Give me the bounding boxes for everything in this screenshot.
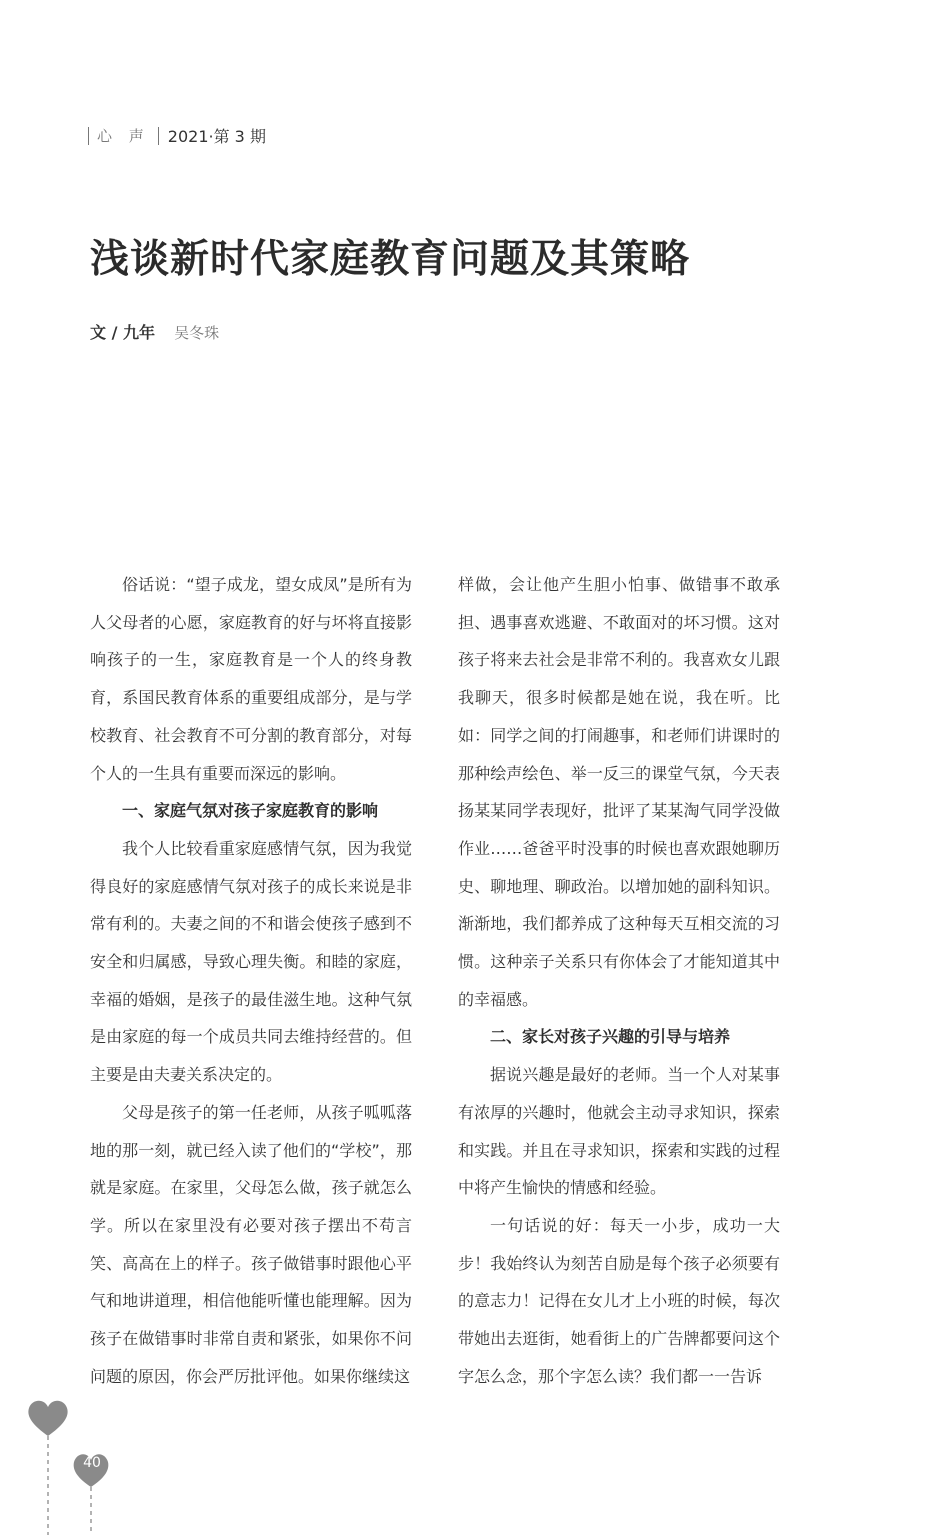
large-heart-icon	[28, 1401, 67, 1436]
section-heading: 二、家长对孩子兴趣的引导与培养	[490, 1027, 731, 1047]
paragraph: 父母是孩子的第一任老师，从孩子呱呱落地的那一刻，就已经入读了他们的“学校”，那就是家庭。在家里，父母怎么做，孩子就怎么学。所以在家里没有必要对孩子摆出不苟言笑、高高在上的样子。孩子做错事时跟他心平气和地讲道理，相信他能听懂也能理解。因为孩子在做错事时非常自责和紧张，如果你不问问题的原因，你会严厉批评他。如果你继续这	[90, 1102, 412, 1386]
author-name: 吴冬珠	[174, 324, 220, 342]
column-name: 心 声	[97, 127, 150, 145]
paragraph: 我个人比较看重家庭感情气氛，因为我觉得良好的家庭感情气氛对孩子的成长来说是非常有利的。夫妻之间的不和谐会使孩子感到不安全和归属感，导致心理失衡。和睦的家庭，幸福的婚姻，是孩子的最佳滋生地。这种气氛是由家庭的每一个成员共同去维持经营的。但主要是由夫妻关系决定的。	[90, 838, 412, 1085]
byline	[90, 320, 219, 343]
left-column	[90, 566, 412, 1395]
right-column	[458, 566, 780, 1395]
paragraph: 俗话说：“望子成龙，望女成凤”是所有为人父母者的心愿，家庭教育的好与坏将直接影响孩子的一生，家庭教育是一个人的终身教育，系国民教育体系的重要组成部分，是与学校教育、社会教育不可分割的教育部分，对每个人的一生具有重要而深远的影响。	[90, 575, 412, 783]
paragraph: 据说兴趣是最好的老师。当一个人对某事有浓厚的兴趣时，他就会主动寻求知识，探索和实践。并且在寻求知识，探索和实践的过程中将产生愉快的情感和经验。	[458, 1065, 780, 1198]
article-title: 浅谈新时代家庭教育问题及其策略	[90, 237, 691, 282]
paragraph: 一句话说的好：每天一小步，成功一大步！我始终认为刻苦自励是每个孩子必须要有的意志力！记得在女儿才上小班的时候，每次带她出去逛街，她看街上的广告牌都要问这个字怎么念，那个字怎么读？我们都一一告诉	[458, 1215, 780, 1386]
paragraph-continued: 样做，会让他产生胆小怕事、做错事不敢承担、遇事喜欢逃避、不敢面对的坏习惯。这对孩子将来去社会是非常不利的。我喜欢女儿跟我聊天，很多时候都是她在说，我在听。比如：同学之间的打闹趣事，和老师们讲课时的那种绘声绘色、举一反三的课堂气氛，今天表扬某某同学表现好，批评了某某淘气同学没做作业……爸爸平时没事的时候也喜欢跟她聊历史、聊地理、聊政治。以增加她的副科知识。渐渐地，我们都养成了这种每天互相交流的习惯。这种亲子关系只有你体会了才能知道其中的幸福感。	[458, 575, 780, 1009]
header-divider	[158, 127, 159, 145]
header-divider	[88, 127, 89, 145]
running-header	[88, 124, 266, 147]
section-heading: 一、家庭气氛对孩子家庭教育的影响	[122, 801, 379, 821]
byline-label: 文 / 九年	[90, 323, 155, 342]
page-number: 40	[83, 1455, 101, 1471]
issue-label: 2021·第 3 期	[167, 127, 266, 146]
